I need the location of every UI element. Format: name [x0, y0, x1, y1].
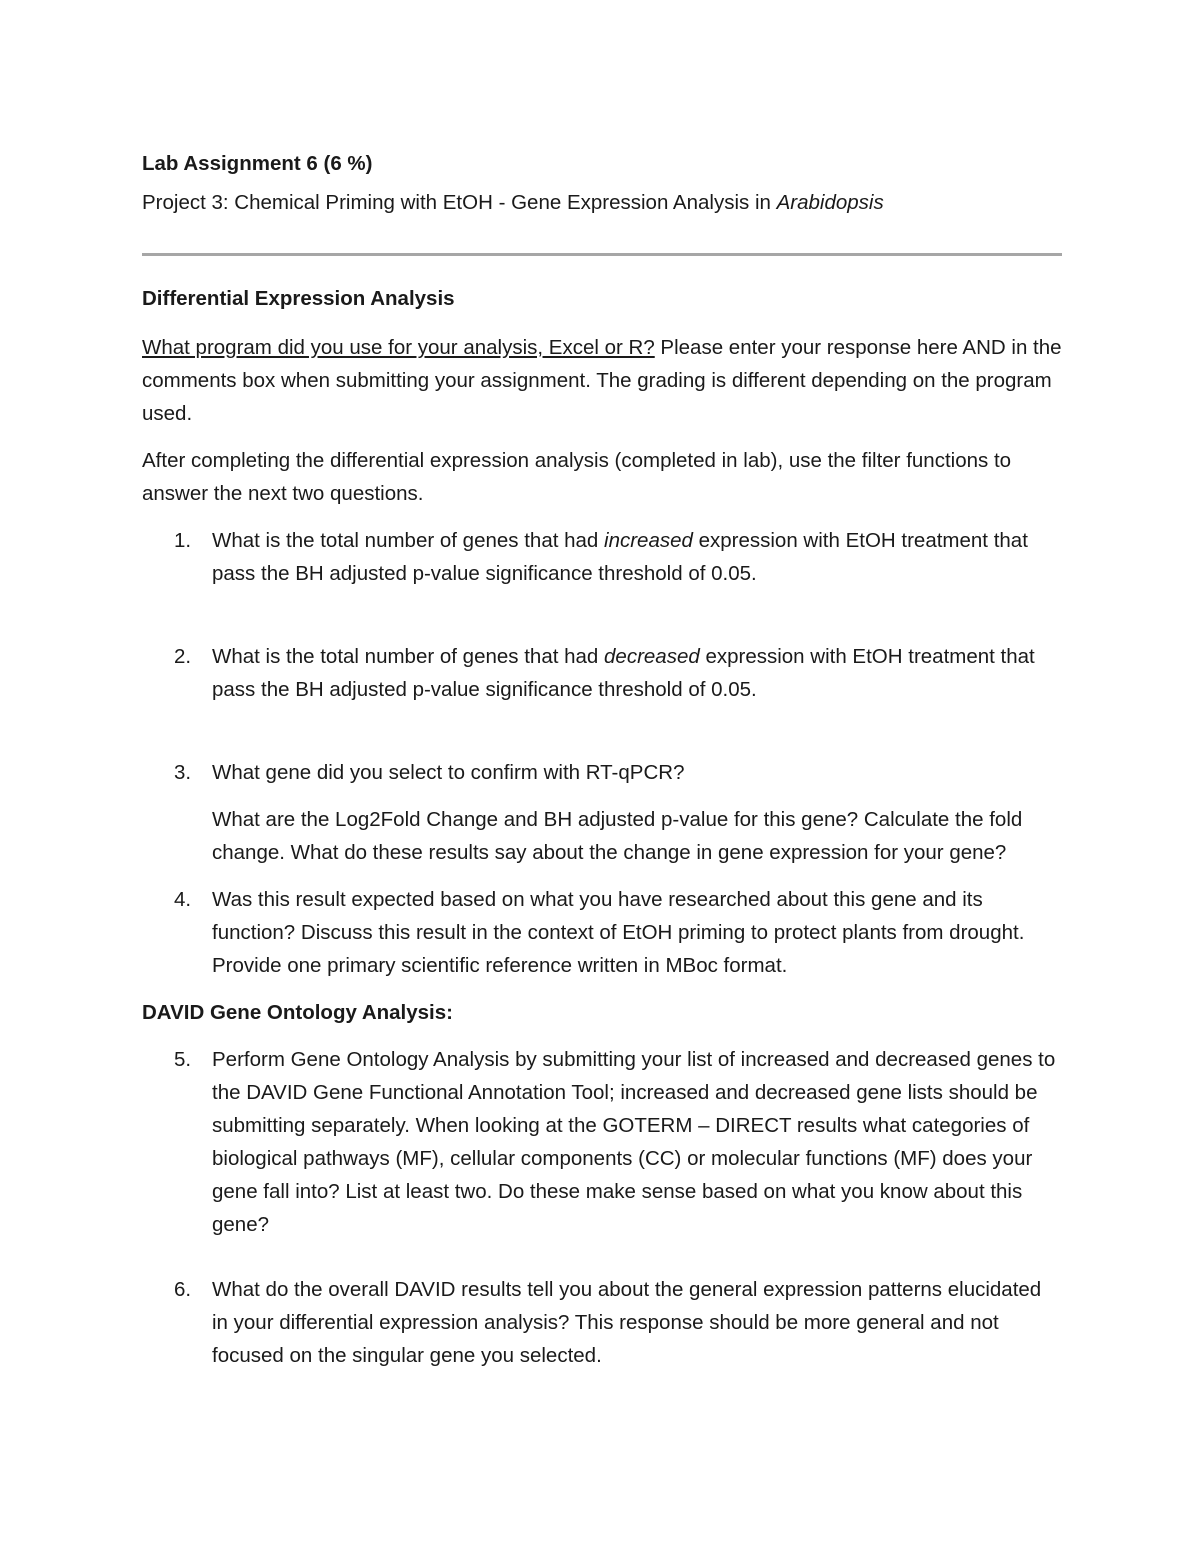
question-item-2 [142, 640, 1062, 706]
question-text: Perform Gene Ontology Analysis by submitting your list of increased and decreased genes to the DAVID Gene Functional Annotation Tool; increased and decreased gene lists should be submitting separately. When looking at the GOTERM – DIRECT results what categories of biological pathways (MF), cellular components (CC) or molecular functions (MF) does your gene fall into? List at least two. Do these make sense based on what you know about this gene? [212, 1048, 1056, 1236]
question-number: 3. [174, 761, 192, 784]
question-text-italic: decreased [604, 645, 700, 668]
question-text-after: expression with EtOH treatment that pass the BH adjusted p-value significance threshold of 0.05. [212, 645, 1035, 701]
question-list-david [142, 1043, 1062, 1372]
program-question [142, 331, 1062, 430]
question-number: 5. [174, 1048, 192, 1071]
section-heading-differential: Differential Expression Analysis [142, 287, 455, 310]
question-followup: What are the Log2Fold Change and BH adjusted p-value for this gene? Calculate the fold change. What do these results say about the change in gene expression for your gene? [212, 808, 1023, 864]
document-subtitle [142, 186, 1062, 219]
program-question-underlined: What program did you use for your analysis, Excel or R? [142, 336, 655, 359]
question-text-italic: increased [604, 529, 693, 552]
question-text-before: What is the total number of genes that had [212, 529, 605, 552]
question-item-4 [142, 883, 1062, 982]
question-item-3 [142, 756, 1062, 869]
question-text-after: expression with EtOH treatment that pass the BH adjusted p-value significance threshold of 0.05. [212, 529, 1028, 585]
horizontal-divider [142, 253, 1062, 256]
question-list-differential [142, 524, 1062, 982]
question-item-5 [142, 1043, 1062, 1241]
question-number: 4. [174, 888, 192, 911]
subtitle-text: Project 3: Chemical Priming with EtOH - Gene Expression Analysis in [142, 191, 777, 214]
question-number: 1. [174, 529, 192, 552]
document-page [142, 147, 1062, 1372]
subtitle-italic-organism: Arabidopsis [776, 191, 884, 214]
question-item-6 [142, 1273, 1062, 1372]
question-text-before: What is the total number of genes that had [212, 645, 605, 668]
question-item-1 [142, 524, 1062, 590]
document-title: Lab Assignment 6 (6 %) [142, 152, 373, 175]
question-text: What do the overall DAVID results tell you about the general expression patterns elucidated in your differential expression analysis? This response should be more general and not focused on the singular gene you selected. [212, 1278, 1042, 1367]
question-text: Was this result expected based on what you have researched about this gene and its function? Discuss this result in the context of EtOH priming to protect plants from drought. Provide one primary scientific reference written in MBoc format. [212, 888, 1025, 977]
question-number: 6. [174, 1278, 192, 1301]
differential-intro: After completing the differential expression analysis (completed in lab), use the filter functions to answer the next two questions. [142, 449, 1012, 505]
question-number: 2. [174, 645, 192, 668]
section-heading-david: DAVID Gene Ontology Analysis: [142, 1001, 453, 1024]
question-text: What gene did you select to confirm with RT-qPCR? [212, 761, 685, 784]
program-question-rest: Please enter your response here AND in the comments box when submitting your assignment. The grading is different depending on the program used. [142, 336, 1062, 425]
